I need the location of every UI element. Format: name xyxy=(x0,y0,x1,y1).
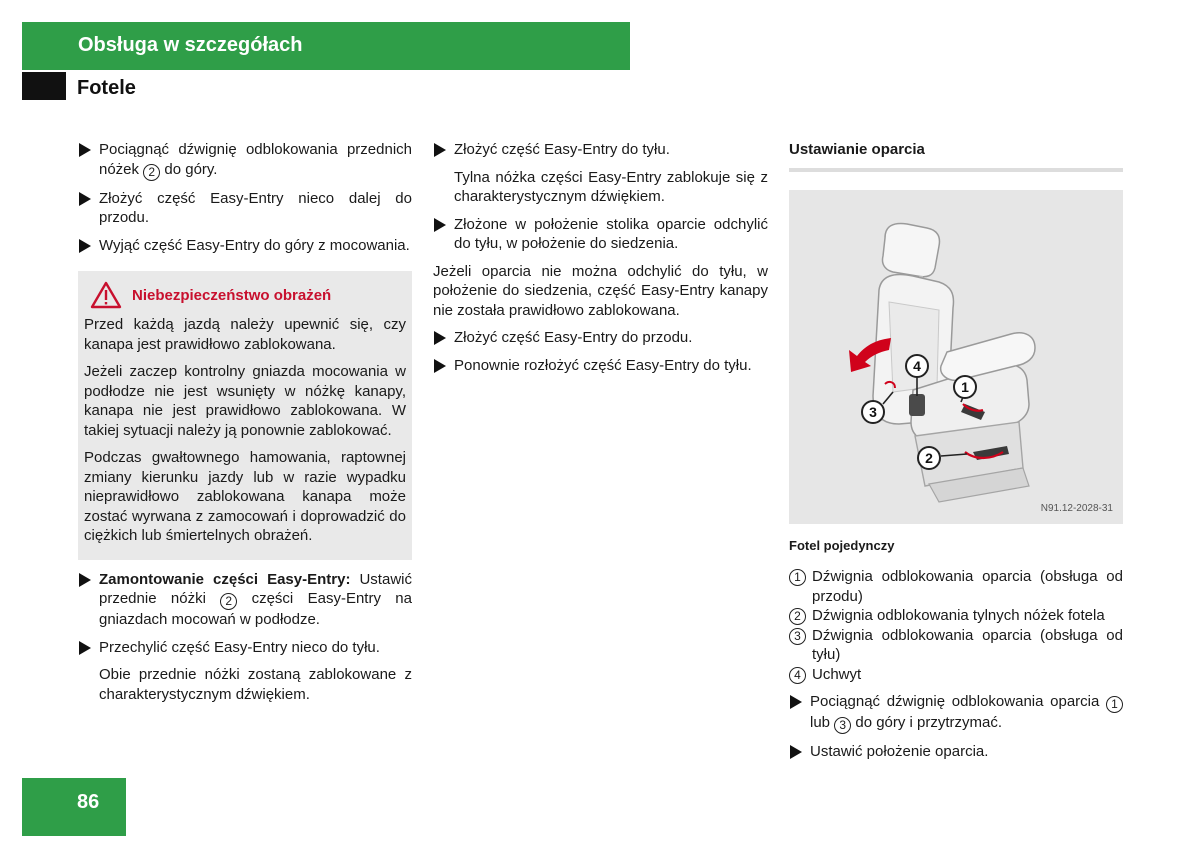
legend-item: 1 Dźwignia odblokowania oparcia (obsługa od przodu) xyxy=(789,567,1123,606)
instruction-result: Obie przednie nóżki zostaną zablokowane z charakterystycznym dźwiękiem. xyxy=(99,666,412,703)
section-header-bar xyxy=(22,22,630,70)
seat-illustration xyxy=(789,190,1123,524)
page-number-box xyxy=(22,778,126,836)
section-marker xyxy=(22,72,66,100)
figure-caption: Fotel pojedynczy xyxy=(789,537,895,553)
callout-4: 4 xyxy=(913,357,921,374)
warning-box xyxy=(78,271,412,560)
ref-number: 2 xyxy=(220,593,237,610)
callout-1: 1 xyxy=(961,378,969,395)
callout-3: 3 xyxy=(869,403,877,420)
instruction-step: Zamontowanie części Easy-Entry: Ustawić przednie nóżki 2 części Easy-Entry na gniazdach mocowań w podłodze. xyxy=(78,570,412,630)
warning-text: Podczas gwałtownego hamowania, raptownej zmiany kierunku jazdy lub w razie wypadku nieprawidłowo zablokowana kanapa może zostać wyrwana z zamocowań i doprowadzić do ciężkich lub śmiertelnych obrażeń. xyxy=(84,449,406,544)
instruction-step: Pociągnąć dźwignię odblokowania oparcia 1 lub 3 do góry i przytrzymać. xyxy=(789,692,1123,734)
page-number: 86 xyxy=(77,791,100,813)
callout-2: 2 xyxy=(925,449,933,466)
info-paragraph: Jeżeli oparcia nie można odchylić do tyłu, w położenie do siedzenia, część Easy-Entry kanapy nie została prawidłowo zablokowana. xyxy=(433,262,768,319)
instruction-step: Złożyć część Easy-Entry do tyłu. xyxy=(433,140,768,160)
ref-number: 2 xyxy=(143,164,160,181)
figure-code: N91.12-2028-31 xyxy=(1040,503,1113,514)
warning-title: Niebezpieczeństwo obrażeń xyxy=(132,287,332,304)
legend-item: 2 Dźwignia odblokowania tylnych nóżek fotela xyxy=(789,606,1123,626)
warning-triangle-icon xyxy=(90,281,122,315)
figure-legend xyxy=(789,567,1123,684)
legend-item: 3 Dźwignia odblokowania oparcia (obsługa od tyłu) xyxy=(789,626,1123,665)
ref-number: 1 xyxy=(789,569,806,586)
subsection-heading: Ustawianie oparcia xyxy=(789,140,1123,172)
ref-number: 1 xyxy=(1106,696,1123,713)
instruction-step: Wyjąć część Easy-Entry do góry z mocowania. xyxy=(78,236,412,256)
instruction-step: Ponownie rozłożyć część Easy-Entry do tyłu. xyxy=(433,356,768,376)
instruction-result: Tylna nóżka części Easy-Entry zablokuje się z charakterystycznym dźwiękiem. xyxy=(454,168,768,205)
warning-header xyxy=(84,281,406,311)
section-title: Obsługa w szczegółach xyxy=(78,34,303,56)
column-left xyxy=(78,140,412,712)
ref-number: 4 xyxy=(789,667,806,684)
legend-item: 4 Uchwyt xyxy=(789,665,1123,685)
ref-number: 3 xyxy=(834,717,851,734)
seat-drawing xyxy=(789,190,1123,524)
ref-number: 3 xyxy=(789,628,806,645)
instruction-step: Ustawić położenie oparcia. xyxy=(789,742,1123,762)
instruction-step: Złożyć część Easy-Entry do przodu. xyxy=(433,328,768,348)
instruction-step: Przechylić część Easy-Entry nieco do tyłu. xyxy=(78,638,412,658)
page-title: Fotele xyxy=(77,77,136,99)
column-middle xyxy=(433,140,768,383)
column-right xyxy=(789,140,1123,770)
instruction-step: Pociągnąć dźwignię odblokowania przednich nóżek 2 do góry. xyxy=(78,140,412,181)
warning-text: Przed każdą jazdą należy upewnić się, czy kanapa jest prawidłowo zablokowana. xyxy=(84,316,406,353)
instruction-step: Złożyć część Easy-Entry nieco dalej do przodu. xyxy=(78,189,412,228)
instruction-step: Złożone w położenie stolika oparcie odchylić do tyłu, w położenie do siedzenia. xyxy=(433,215,768,254)
ref-number: 2 xyxy=(789,608,806,625)
warning-text: Jeżeli zaczep kontrolny gniazda mocowania w podłodze nie jest wsunięty w nóżkę kanapy, kanapa nie jest prawidłowo zablokowana. W takiej sytuacji należy ją ponownie zablokować. xyxy=(84,363,406,439)
